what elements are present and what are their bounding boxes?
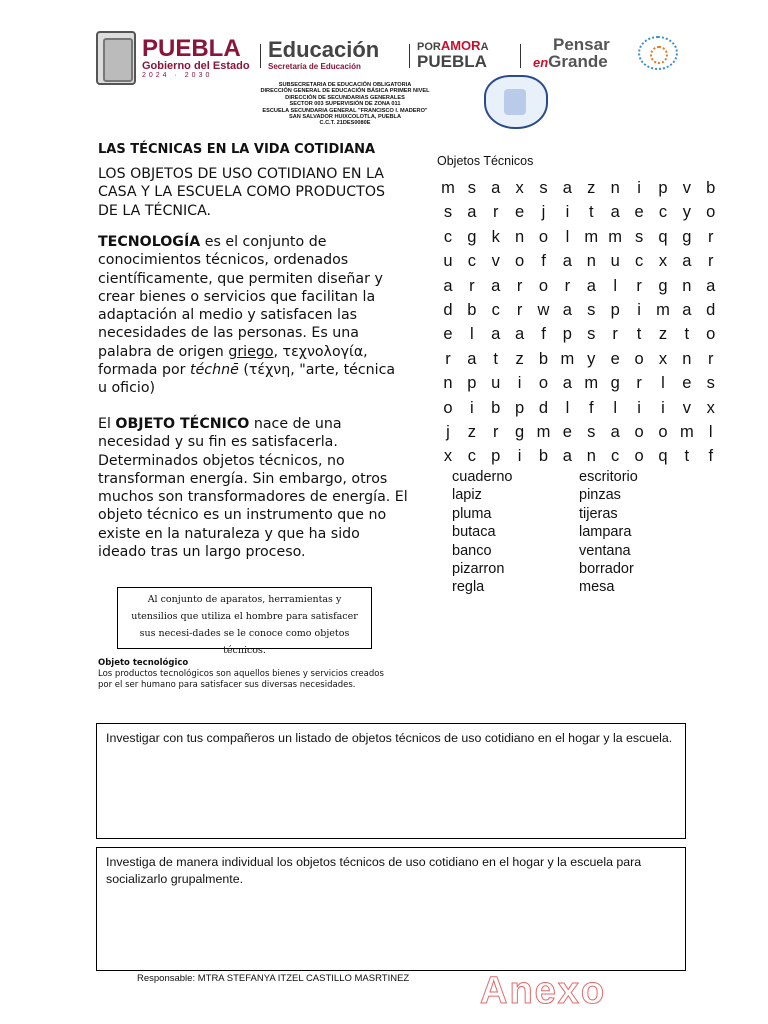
grid-cell: p bbox=[467, 374, 477, 393]
word-list-item: pinzas bbox=[579, 487, 621, 504]
grid-cell: m bbox=[536, 422, 551, 441]
grid-cell: o bbox=[634, 422, 644, 441]
grid-cell: a bbox=[562, 179, 572, 197]
word-search-grid bbox=[436, 176, 723, 469]
grid-cell: v bbox=[682, 179, 691, 197]
grid-cell: o bbox=[658, 422, 668, 441]
grid-cell: a bbox=[682, 252, 692, 271]
grid-row bbox=[436, 274, 723, 298]
grid-row bbox=[436, 249, 723, 273]
grid-cell: a bbox=[586, 276, 596, 295]
word-search-title: Objetos Técnicos bbox=[437, 154, 534, 168]
grid-cell: g bbox=[658, 276, 668, 295]
grid-cell: b bbox=[538, 349, 549, 368]
word-list-item: pluma bbox=[452, 505, 492, 522]
grid-cell: i bbox=[661, 398, 665, 417]
grid-cell: c bbox=[634, 252, 644, 271]
word-list-item: banco bbox=[452, 542, 492, 559]
grid-row bbox=[436, 225, 723, 249]
grid-cell: b bbox=[491, 398, 501, 417]
grid-cell: a bbox=[706, 276, 716, 295]
grid-row bbox=[436, 444, 723, 468]
grid-cell: a bbox=[491, 325, 501, 344]
puebla-government-logo: PUEBLA Gobierno del Estado 2024 · 2030 bbox=[142, 35, 250, 79]
grid-cell: m bbox=[584, 374, 599, 393]
grid-cell: y bbox=[587, 349, 596, 368]
grid-cell: e bbox=[634, 203, 644, 222]
institution-header: SUBSECRETARIA DE EDUCACIÓN OBLIGATORIA DIRECCIÓN GENERAL DE EDUCACIÓN BÁSICA PRIMER NIVEL DIRECCIÓN DE SECUNDARIAS GENERALES SECTOR 003 SUPERVISIÓN DE ZONA 011 ESCUELA SECUNDARIA GENERAL "FRANCISCO I. MADERO" SAN SALVADOR HUIXCOLOTLA, PUEBLA C.C.T. 21DES0080E bbox=[260, 82, 430, 127]
grid-row bbox=[436, 347, 723, 371]
grid-cell: g bbox=[515, 422, 525, 441]
grid-row bbox=[436, 322, 723, 346]
grid-cell: o bbox=[706, 203, 716, 222]
state-seal-logo bbox=[96, 31, 136, 85]
grid-cell: k bbox=[491, 227, 500, 246]
logo-divider bbox=[409, 44, 410, 68]
grid-cell: i bbox=[637, 179, 641, 197]
word-list-item: lampara bbox=[579, 524, 632, 541]
objeto-tecnologico-title: Objeto tecnológico bbox=[98, 658, 189, 668]
anexo-watermark: Anexo bbox=[480, 970, 607, 1012]
grid-cell: u bbox=[610, 252, 620, 271]
grid-cell: b bbox=[467, 300, 477, 319]
grid-cell: z bbox=[658, 325, 668, 344]
objeto-tecnologico-text: Los productos tecnológicos son aquellos bienes y servicios creados por el ser humano para satisfacer sus diversas necesidades. bbox=[98, 669, 384, 690]
grid-cell: m bbox=[656, 300, 670, 319]
grid-cell: a bbox=[443, 276, 453, 295]
grid-cell: e bbox=[610, 349, 620, 368]
word-list-item: ventana bbox=[579, 542, 631, 559]
por-amor-a-puebla-logo: PORAMORA PUEBLA bbox=[417, 38, 489, 71]
grid-cell: j bbox=[541, 203, 546, 222]
activity-box-1: Investigar con tus compañeros un listado de objetos técnicos de uso cotidiano en el hogar y la escuela. bbox=[96, 723, 686, 839]
grid-cell: m bbox=[560, 349, 575, 368]
grid-cell: r bbox=[707, 252, 714, 271]
grid-cell: i bbox=[470, 398, 474, 417]
grid-cell: r bbox=[636, 374, 642, 393]
word-list-item: escritorio bbox=[579, 469, 638, 485]
grid-cell: r bbox=[564, 276, 571, 295]
definition-box: Al conjunto de aparatos, herramientas y utensilios que utiliza el hombre para satisfacer sus necesi-dades se le conoce como objetos técnicos. bbox=[117, 587, 372, 649]
grid-cell: n bbox=[682, 276, 692, 295]
grid-cell: c bbox=[658, 203, 668, 222]
pensar-en-grande-logo: Pensar enGrande bbox=[533, 35, 610, 71]
grid-cell: o bbox=[443, 398, 453, 417]
grid-cell: f bbox=[588, 398, 594, 417]
grid-cell: i bbox=[637, 398, 641, 417]
grid-cell: g bbox=[682, 227, 692, 246]
grid-cell: n bbox=[586, 252, 596, 271]
grid-cell: p bbox=[610, 300, 620, 319]
grid-cell: t bbox=[588, 203, 594, 222]
grid-row bbox=[436, 298, 723, 322]
grid-cell: i bbox=[565, 203, 570, 222]
grid-cell: l bbox=[708, 422, 713, 441]
grid-cell: g bbox=[467, 227, 477, 246]
grid-cell: n bbox=[682, 349, 692, 368]
grid-cell: n bbox=[515, 227, 525, 246]
grid-row bbox=[436, 200, 723, 224]
grid-cell: o bbox=[634, 349, 644, 368]
grid-cell: w bbox=[537, 300, 550, 319]
grid-cell: i bbox=[517, 374, 522, 393]
grid-cell: m bbox=[679, 422, 694, 441]
grid-cell: z bbox=[467, 422, 476, 441]
grid-cell: b bbox=[706, 179, 716, 197]
grid-cell: o bbox=[515, 252, 525, 271]
grid-cell: f bbox=[541, 252, 546, 271]
grid-cell: r bbox=[445, 349, 451, 368]
grid-cell: l bbox=[565, 227, 570, 246]
grid-cell: a bbox=[562, 447, 572, 466]
word-list-item: pizarron bbox=[452, 561, 505, 578]
grid-cell: r bbox=[707, 227, 714, 246]
grid-cell: a bbox=[562, 374, 572, 393]
grid-cell: o bbox=[634, 447, 644, 466]
grid-cell: x bbox=[706, 398, 715, 417]
grid-cell: p bbox=[491, 447, 501, 466]
grid-row bbox=[436, 176, 723, 200]
grid-cell: r bbox=[516, 276, 523, 295]
grid-cell: r bbox=[612, 325, 618, 344]
grid-cell: r bbox=[516, 300, 523, 319]
grid-cell: n bbox=[586, 447, 596, 466]
grid-cell: z bbox=[587, 179, 596, 197]
grid-cell: v bbox=[491, 252, 500, 271]
responsible-footer: Responsable: MTRA STEFANYA ITZEL CASTILLO MASRTINEZ bbox=[137, 973, 410, 984]
grid-cell: r bbox=[492, 422, 499, 441]
grid-cell: n bbox=[610, 179, 620, 197]
intro-paragraph: LOS OBJETOS DE USO COTIDIANO EN LA CASA Y LA ESCUELA COMO PRODUCTOS DE LA TÉCNICA. bbox=[98, 166, 386, 219]
grid-row bbox=[436, 396, 723, 420]
grid-cell: b bbox=[538, 447, 549, 466]
grid-cell: m bbox=[441, 179, 455, 197]
grid-cell: x bbox=[658, 349, 668, 368]
grid-cell: s bbox=[467, 179, 476, 197]
grid-cell: i bbox=[637, 300, 641, 319]
word-list-item: lapiz bbox=[452, 487, 482, 504]
grid-cell: l bbox=[613, 398, 618, 417]
grid-cell: r bbox=[492, 203, 499, 222]
pensar-circle-icon bbox=[638, 36, 678, 70]
grid-cell: p bbox=[515, 398, 525, 417]
word-list-item: cuaderno bbox=[452, 469, 513, 485]
grid-cell: a bbox=[467, 203, 477, 222]
grid-cell: a bbox=[610, 203, 620, 222]
word-list-item: butaca bbox=[452, 524, 496, 541]
grid-cell: s bbox=[587, 300, 596, 319]
grid-cell: s bbox=[587, 422, 596, 441]
grid-cell: v bbox=[682, 398, 691, 417]
grid-cell: m bbox=[584, 227, 599, 246]
grid-cell: d bbox=[443, 300, 453, 319]
grid-cell: s bbox=[539, 179, 548, 197]
grid-cell: a bbox=[467, 349, 477, 368]
grid-cell: t bbox=[684, 447, 690, 466]
grid-cell: d bbox=[538, 398, 549, 417]
grid-cell: a bbox=[515, 325, 525, 344]
grid-cell: c bbox=[467, 447, 476, 466]
grid-cell: r bbox=[636, 276, 642, 295]
grid-cell: x bbox=[443, 447, 453, 466]
section-title: LAS TÉCNICAS EN LA VIDA COTIDIANA bbox=[98, 142, 376, 157]
grid-cell: a bbox=[682, 300, 692, 319]
grid-row bbox=[436, 420, 723, 444]
objeto-tecnico-paragraph: El OBJETO TÉCNICO nace de una necesidad y su fin es satisfacerla. Determinados objetos técnicos, no transforman energía. Sin embargo, otros muchos son transformadores de energía. El objeto técnico es un instrumento que no existe en la naturaleza y que ha sido ideado tras un largo proceso. bbox=[98, 416, 408, 561]
grid-cell: r bbox=[469, 276, 475, 295]
word-list-item: regla bbox=[452, 579, 485, 596]
grid-cell: c bbox=[467, 252, 476, 271]
grid-cell: l bbox=[470, 325, 474, 344]
grid-cell: i bbox=[517, 447, 522, 466]
grid-cell: o bbox=[538, 227, 549, 246]
grid-row bbox=[436, 371, 723, 395]
grid-cell: l bbox=[613, 276, 618, 295]
grid-cell: e bbox=[682, 374, 692, 393]
grid-cell: a bbox=[562, 300, 572, 319]
grid-cell: s bbox=[706, 374, 715, 393]
logo-divider bbox=[520, 44, 521, 68]
grid-cell: a bbox=[562, 252, 572, 271]
tecnologia-paragraph: TECNOLOGÍA es el conjunto de conocimientos técnicos, ordenados científicamente, que permiten diseñar y crear bienes o servicios que facilitan la adaptación al medio y satisfacen las necesidades de las personas. Es una palabra de origen griego, τεχνολογία, formada por téchnē (τέχνη, "arte, técnica u oficio) bbox=[98, 234, 396, 397]
grid-cell: y bbox=[682, 203, 691, 222]
grid-cell: u bbox=[491, 374, 501, 393]
grid-cell: d bbox=[706, 300, 716, 319]
grid-cell: o bbox=[706, 325, 716, 344]
word-list-right bbox=[579, 468, 638, 597]
grid-cell: e bbox=[515, 203, 525, 222]
grid-cell: n bbox=[443, 374, 453, 393]
grid-cell: f bbox=[541, 325, 546, 344]
word-list-item: tijeras bbox=[579, 505, 618, 522]
grid-cell: c bbox=[443, 227, 453, 246]
grid-cell: x bbox=[515, 179, 524, 197]
grid-cell: s bbox=[634, 227, 644, 246]
grid-cell: j bbox=[446, 422, 450, 441]
grid-cell: l bbox=[661, 374, 665, 393]
grid-cell: u bbox=[443, 252, 453, 271]
grid-cell: t bbox=[684, 325, 690, 344]
word-list-item: borrador bbox=[579, 561, 634, 578]
educacion-logo: Educación Secretaría de Educación bbox=[268, 37, 380, 71]
grid-cell: t bbox=[493, 349, 499, 368]
grid-cell: x bbox=[658, 252, 668, 271]
grid-cell: z bbox=[515, 349, 524, 368]
grid-cell: f bbox=[708, 447, 714, 466]
grid-cell: s bbox=[443, 203, 453, 222]
grid-cell: e bbox=[443, 325, 453, 344]
school-crest-logo bbox=[484, 75, 548, 129]
grid-cell: t bbox=[636, 325, 642, 344]
grid-cell: p bbox=[658, 179, 668, 197]
grid-cell: r bbox=[707, 349, 714, 368]
grid-cell: q bbox=[658, 227, 668, 246]
grid-cell: c bbox=[491, 300, 500, 319]
grid-cell: p bbox=[562, 325, 572, 344]
grid-cell: m bbox=[608, 227, 623, 246]
grid-cell: q bbox=[658, 447, 668, 466]
activity-box-2: Investiga de manera individual los objetos técnicos de uso cotidiano en el hogar y la escuela para socializarlo grupalmente. bbox=[96, 847, 686, 971]
grid-cell: o bbox=[538, 374, 549, 393]
grid-cell: a bbox=[491, 179, 501, 197]
grid-cell: s bbox=[587, 325, 596, 344]
grid-cell: o bbox=[538, 276, 549, 295]
logo-divider bbox=[260, 44, 261, 68]
word-list-left bbox=[452, 468, 512, 597]
grid-cell: e bbox=[562, 422, 572, 441]
grid-cell: g bbox=[610, 374, 620, 393]
word-list-item: mesa bbox=[579, 579, 615, 596]
grid-cell: a bbox=[491, 276, 501, 295]
grid-cell: c bbox=[611, 447, 620, 466]
grid-cell: a bbox=[610, 422, 620, 441]
grid-cell: l bbox=[565, 398, 570, 417]
